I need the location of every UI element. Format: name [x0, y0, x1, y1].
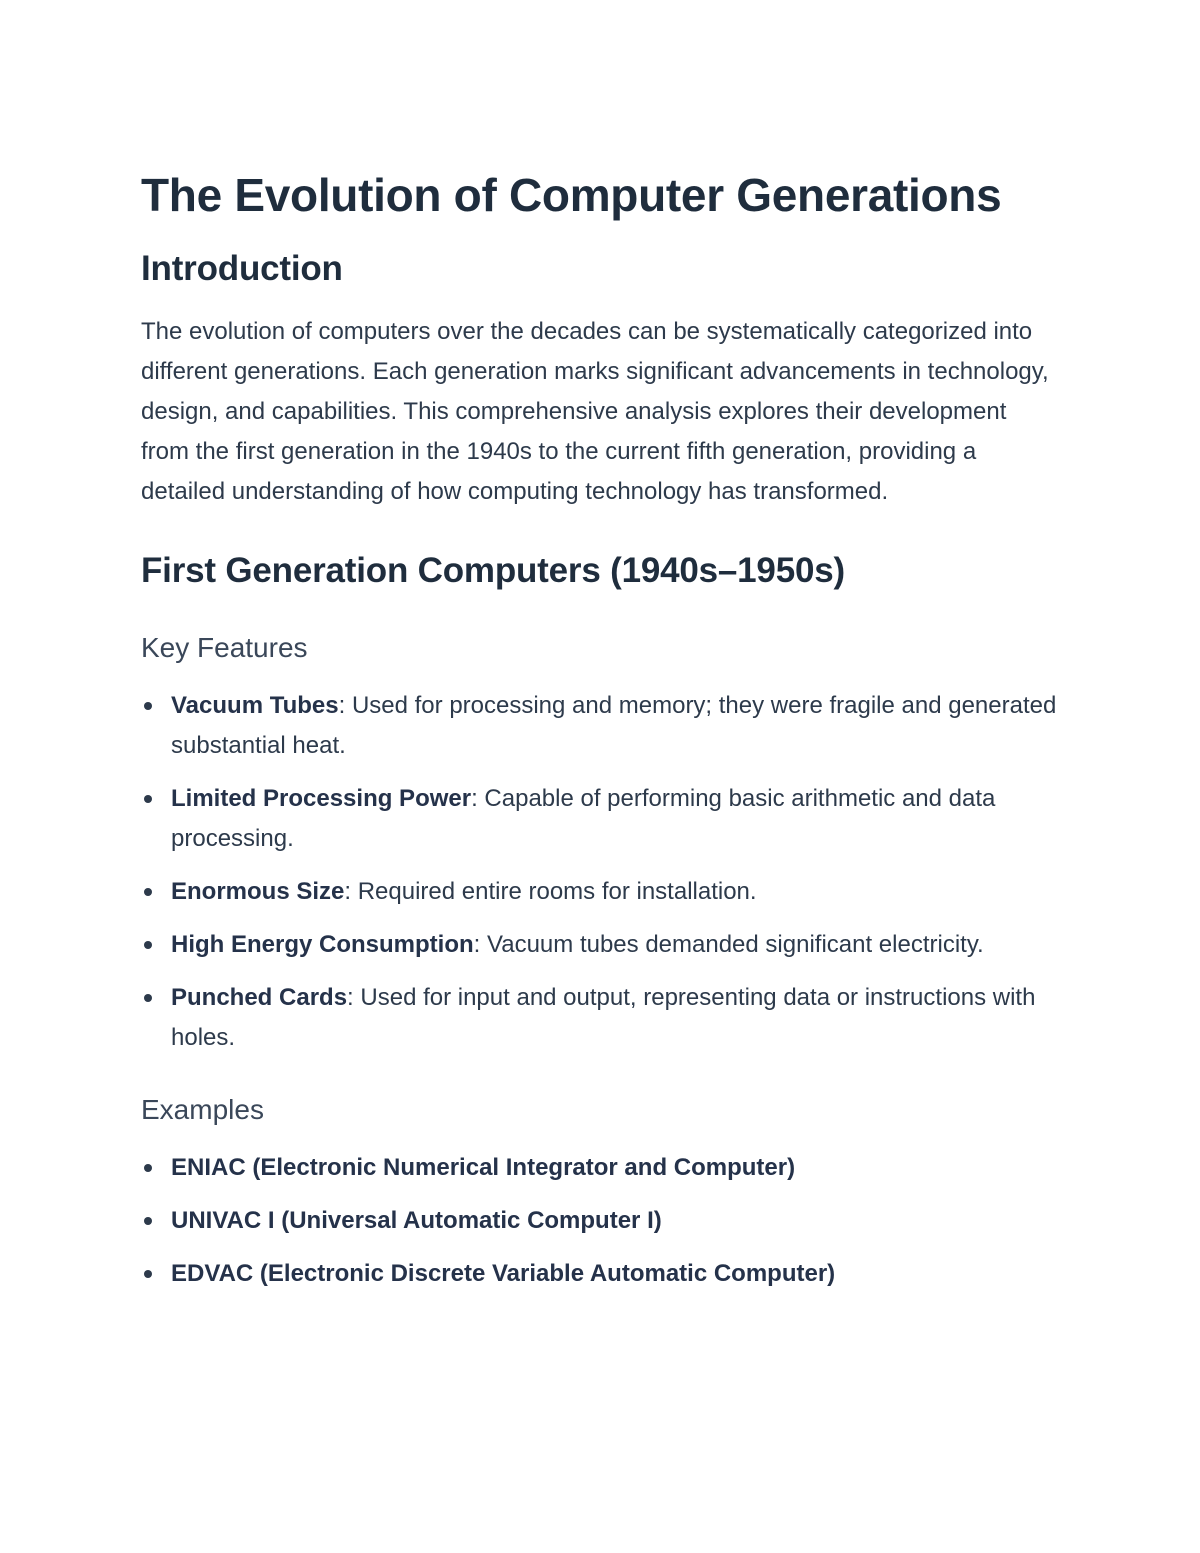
bullet-icon	[144, 1217, 152, 1225]
feature-term: High Energy Consumption	[171, 931, 474, 958]
feature-description: : Vacuum tubes demanded significant electricity.	[473, 931, 984, 958]
bullet-icon	[144, 1164, 152, 1172]
feature-description: : Required entire rooms for installation.	[344, 878, 757, 905]
introduction-paragraph: The evolution of computers over the decades can be systematically categorized into different generations. Each generation marks significant advancements in technology, design, and capabilities. This comprehensive analysis explores their development from the first generation in the 1940s to the current fifth generation, providing a detailed understanding of how computing technology has transformed.	[141, 318, 1049, 505]
list-item	[141, 872, 1061, 912]
key-features-list	[141, 686, 1061, 1058]
feature-description: : Used for input and output, representing data or instructions with holes.	[171, 984, 1036, 1051]
feature-description: : Used for processing and memory; they were fragile and generated substantial heat.	[171, 692, 1057, 759]
document-page	[141, 160, 1061, 1307]
list-item	[141, 1148, 1061, 1188]
bullet-icon	[144, 941, 152, 949]
key-features-heading: Key Features	[141, 632, 308, 663]
examples-list	[141, 1148, 1061, 1294]
first-generation-heading: First Generation Computers (1940s–1950s)	[141, 551, 845, 590]
bullet-icon	[144, 795, 152, 803]
list-item	[141, 1254, 1061, 1294]
example-text: EDVAC (Electronic Discrete Variable Automatic Computer)	[171, 1260, 836, 1287]
list-item	[141, 978, 1061, 1058]
feature-term: Enormous Size	[171, 878, 345, 905]
page-title: The Evolution of Computer Generations	[141, 169, 1002, 221]
example-text: UNIVAC I (Universal Automatic Computer I)	[171, 1207, 662, 1234]
feature-description: : Capable of performing basic arithmetic and data processing.	[171, 785, 996, 852]
bullet-icon	[144, 702, 152, 710]
list-item	[141, 779, 1061, 859]
list-item	[141, 1201, 1061, 1241]
bullet-icon	[144, 994, 152, 1002]
feature-term: Vacuum Tubes	[171, 692, 339, 719]
list-item	[141, 686, 1061, 766]
examples-heading: Examples	[141, 1094, 264, 1125]
feature-term: Punched Cards	[171, 984, 348, 1011]
feature-term: Limited Processing Power	[171, 785, 472, 812]
bullet-icon	[144, 888, 152, 896]
list-item	[141, 925, 1061, 965]
introduction-heading: Introduction	[141, 249, 343, 288]
bullet-icon	[144, 1270, 152, 1278]
example-text: ENIAC (Electronic Numerical Integrator and Computer)	[171, 1154, 796, 1181]
